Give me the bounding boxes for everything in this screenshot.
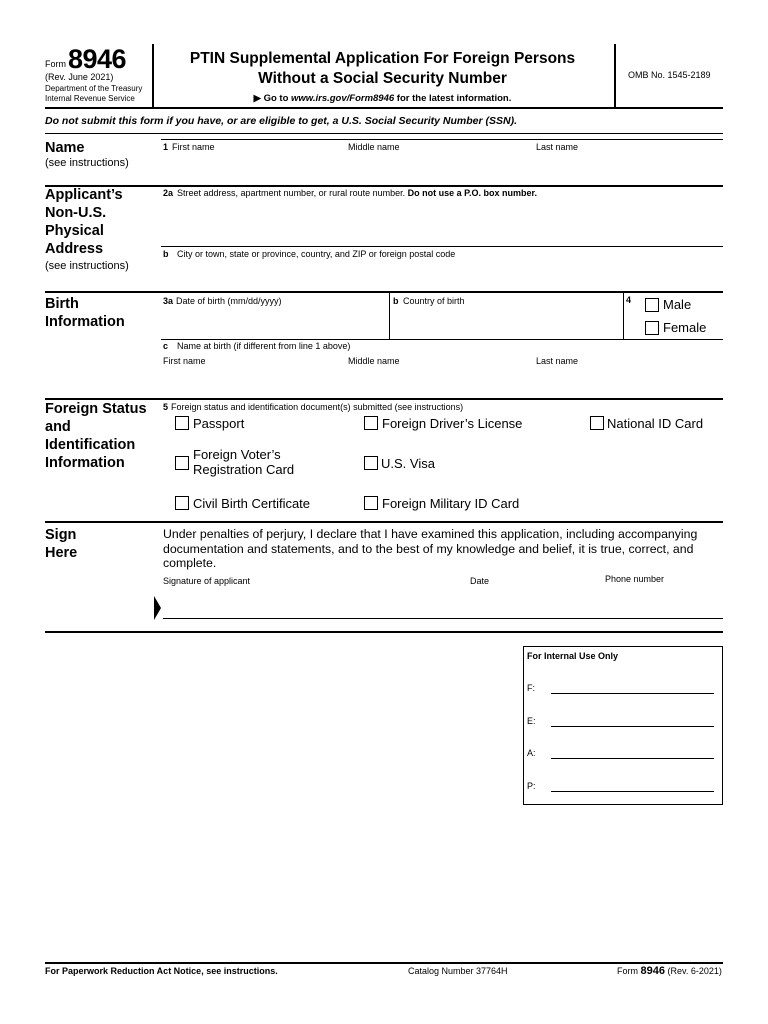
street-address-label [177, 188, 537, 199]
paperwork-notice: For Paperwork Reduction Act Notice, see instructions. [45, 966, 278, 976]
street-address-bold-note: Do not use a P.O. box number. [407, 188, 537, 198]
line3c-number: c [163, 341, 169, 351]
declaration-line3: complete. [163, 556, 217, 570]
birth-heading [45, 295, 125, 331]
footer-form-ref [617, 966, 722, 977]
service-name: Internal Revenue Service [45, 94, 135, 103]
street-address-input[interactable] [161, 200, 723, 245]
section-divider-birth [45, 291, 723, 293]
address-heading-line2: Non-U.S. [45, 205, 107, 221]
last-name-label: Last name [536, 142, 579, 152]
declaration-line2: documentation and statements, and to the best of my knowledge and belief, it is true, correct, and [163, 541, 694, 556]
date-of-birth-input[interactable] [161, 308, 387, 338]
national-id-checkbox[interactable] [590, 416, 604, 430]
passport-checkbox[interactable] [175, 416, 189, 430]
declaration-line1: Under penalties of perjury, I declare that I have examined this application, including accompanying [163, 527, 698, 541]
line2a-number: 2a [163, 188, 174, 198]
internal-use-title: For Internal Use Only [527, 651, 619, 661]
city-state-label: City or town, state or province, country, and ZIP or foreign postal code [177, 249, 456, 259]
catalog-number: Catalog Number 37764H [408, 966, 508, 976]
voter-registration-label [193, 447, 294, 477]
city-state-input[interactable] [161, 261, 723, 289]
line4-number: 4 [626, 295, 632, 305]
signature-input[interactable] [163, 590, 463, 618]
form-number: 8946 [68, 44, 127, 74]
foreign-heading-line2: and [45, 419, 71, 435]
line3b-number: b [393, 296, 399, 306]
phone-label: Phone number [605, 574, 665, 584]
birth-heading-line2: Information [45, 314, 125, 330]
sign-heading-line2: Here [45, 545, 78, 561]
internal-e-label: E: [527, 716, 536, 726]
internal-a-line [551, 758, 714, 759]
address-heading-line4: Address [45, 241, 104, 257]
name-at-birth-label: Name at birth (if different from line 1 above) [177, 341, 351, 351]
voter-registration-line2: Registration Card [193, 462, 295, 477]
warning-divider [45, 133, 723, 134]
female-label: Female [663, 320, 707, 335]
country-of-birth-input[interactable] [391, 308, 621, 338]
footer-revision: (Rev. 6-2021) [667, 966, 722, 976]
voter-registration-line1: Foreign Voter’s [193, 447, 281, 462]
internal-p-label: P: [527, 781, 536, 791]
line1-number: 1 [163, 142, 169, 152]
signature-label: Signature of applicant [163, 576, 251, 586]
us-visa-label: U.S. Visa [381, 456, 435, 471]
foreign-heading-line4: Information [45, 455, 125, 471]
birth-heading-line1: Birth [45, 296, 79, 312]
goto-prefix: ▶ Go to [253, 93, 292, 104]
address-heading-line3: Physical [45, 223, 104, 239]
country-of-birth-label: Country of birth [403, 296, 465, 306]
middle-name-label: Middle name [348, 142, 400, 152]
line3a-number: 3a [163, 296, 174, 306]
male-checkbox[interactable] [645, 298, 659, 312]
name-input[interactable] [161, 153, 723, 183]
sign-heading [45, 526, 77, 562]
street-address-text: Street address, apartment number, or rural route number. [177, 188, 406, 198]
form-title-line1: PTIN Supplemental Application For Foreign Persons [189, 50, 576, 67]
line2b-number: b [163, 249, 169, 259]
name-at-birth-input[interactable] [161, 368, 723, 396]
line5-number: 5 [163, 402, 169, 412]
header-divider [45, 107, 723, 109]
voter-registration-checkbox[interactable] [175, 456, 189, 470]
female-checkbox[interactable] [645, 321, 659, 335]
drivers-license-label: Foreign Driver’s License [382, 416, 523, 431]
address-see-instructions: (see instructions) [45, 260, 129, 272]
sign-heading-line1: Sign [45, 527, 77, 543]
footer-form-number: 8946 [640, 965, 665, 977]
omb-number: OMB No. 1545-2189 [628, 70, 711, 80]
internal-use-box [523, 646, 723, 805]
foreign-heading-line3: Identification [45, 437, 136, 453]
form-word: Form [45, 59, 66, 69]
male-label: Male [663, 297, 692, 312]
date-label: Date [470, 576, 490, 586]
internal-e-line [551, 726, 714, 727]
foreign-heading-line1: Foreign Status [45, 401, 147, 417]
sign-date-input[interactable] [468, 590, 598, 618]
section-divider-bottom [45, 631, 723, 633]
address-heading [45, 186, 123, 258]
form-title [155, 49, 610, 89]
goto-url[interactable]: www.irs.gov/Form8946 [291, 93, 395, 104]
foreign-status-heading [45, 400, 147, 472]
goto-instruction [155, 93, 610, 105]
birth-middle-name-label: Middle name [348, 356, 400, 366]
address-heading-line1: Applicant’s [45, 187, 123, 203]
phone-input[interactable] [603, 590, 723, 618]
foreign-status-label: Foreign status and identification document(s) submitted (see instructions) [171, 402, 464, 412]
footer-divider [45, 962, 723, 964]
us-visa-checkbox[interactable] [364, 456, 378, 470]
ssn-warning: Do not submit this form if you have, or are eligible to get, a U.S. Social Security Number (SSN). [45, 115, 517, 127]
first-name-label: First name [172, 142, 215, 152]
military-id-checkbox[interactable] [364, 496, 378, 510]
form-title-line2: Without a Social Security Number [258, 70, 507, 87]
national-id-label: National ID Card [607, 416, 704, 431]
date-of-birth-label: Date of birth (mm/dd/yyyy) [176, 296, 282, 306]
section-divider-foreign [45, 398, 723, 400]
passport-label: Passport [193, 416, 245, 431]
footer-form-word: Form [617, 966, 638, 976]
internal-p-line [551, 791, 714, 792]
goto-suffix: for the latest information. [394, 93, 512, 104]
birth-last-name-label: Last name [536, 356, 579, 366]
internal-f-line [551, 693, 714, 694]
name-heading: Name [45, 140, 85, 156]
section-divider-sign [45, 521, 723, 523]
internal-a-label: A: [527, 748, 536, 758]
name-see-instructions: (see instructions) [45, 157, 129, 169]
section-divider-address [45, 185, 723, 187]
internal-f-label: F: [527, 683, 535, 693]
drivers-license-checkbox[interactable] [364, 416, 378, 430]
civil-birth-label: Civil Birth Certificate [193, 496, 311, 511]
department-name: Department of the Treasury [45, 84, 143, 93]
perjury-declaration [163, 527, 697, 571]
civil-birth-checkbox[interactable] [175, 496, 189, 510]
birth-first-name-label: First name [163, 356, 206, 366]
sign-arrow-icon [154, 596, 162, 620]
form-revision: (Rev. June 2021) [45, 72, 114, 82]
military-id-label: Foreign Military ID Card [382, 496, 520, 511]
